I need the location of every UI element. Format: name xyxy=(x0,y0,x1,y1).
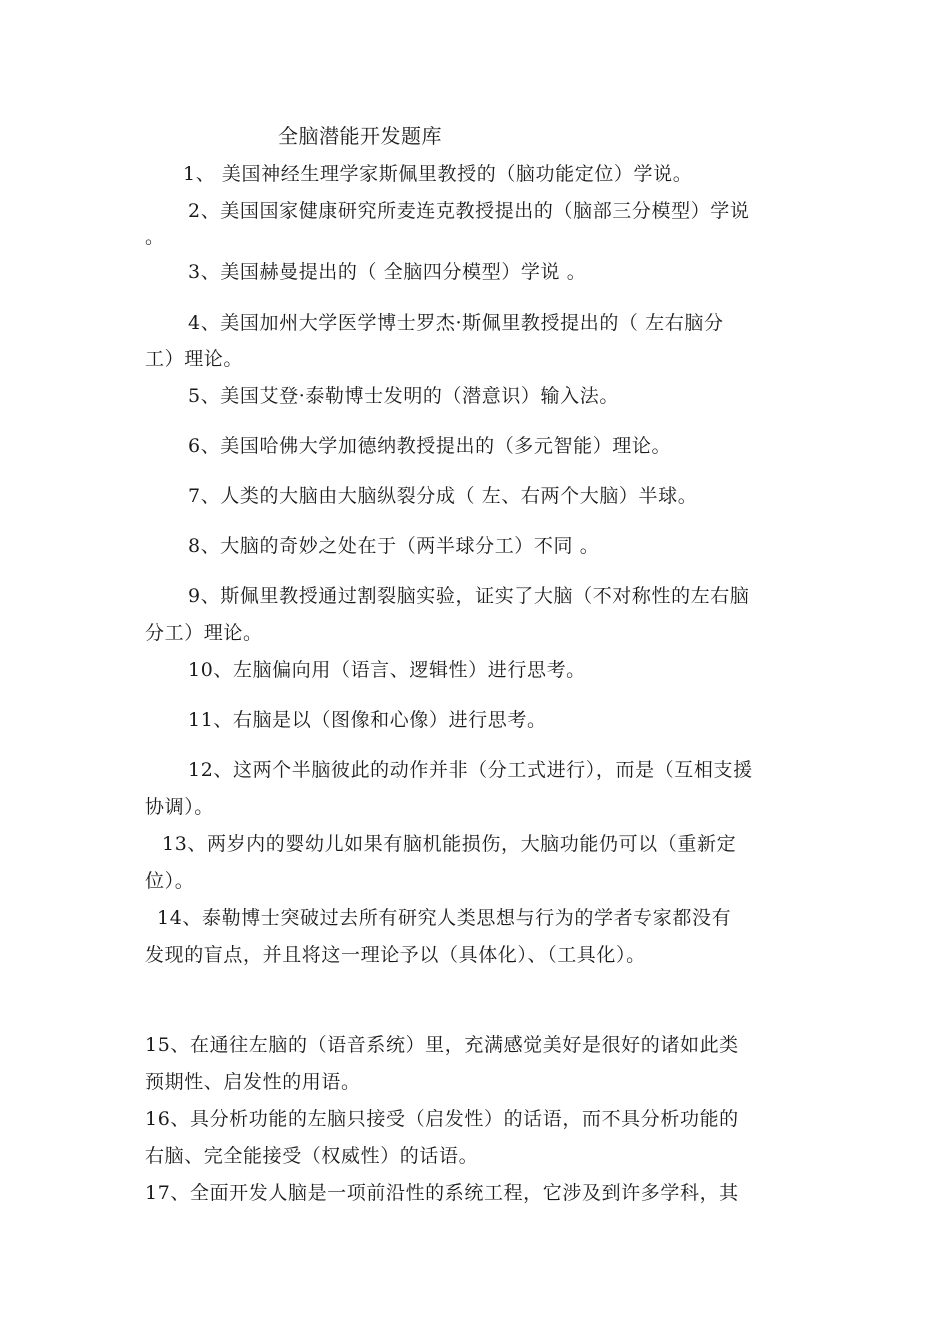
question-9-continuation: 分工）理论。 xyxy=(145,622,263,644)
question-2-continuation: 。 xyxy=(145,226,165,248)
question-5: 5、美国艾登·泰勒博士发明的（潜意识）输入法。 xyxy=(188,385,619,407)
question-1: 1、 美国神经生理学家斯佩里教授的（脑功能定位）学说。 xyxy=(183,163,693,185)
question-15: 15、在通往左脑的（语音系统）里，充满感觉美好是很好的诸如此类 xyxy=(145,1034,739,1056)
question-13-continuation: 位）。 xyxy=(145,870,195,892)
question-11: 11、右脑是以（图像和心像）进行思考。 xyxy=(188,709,547,731)
question-16: 16、具分析功能的左脑只接受（启发性）的话语，而不具分析功能的 xyxy=(145,1108,739,1130)
question-7: 7、人类的大脑由大脑纵裂分成（ 左、右两个大脑）半球。 xyxy=(188,485,698,507)
question-16-continuation: 右脑、完全能接受（权威性）的话语。 xyxy=(145,1145,479,1167)
question-3: 3、美国赫曼提出的（ 全脑四分模型）学说 。 xyxy=(188,261,587,283)
question-9: 9、斯佩里教授通过割裂脑实验，证实了大脑（不对称性的左右脑 xyxy=(188,585,750,607)
question-15-continuation: 预期性、启发性的用语。 xyxy=(145,1071,361,1093)
question-12-continuation: 协调）。 xyxy=(145,796,214,818)
question-17: 17、全面开发人脑是一项前沿性的系统工程，它涉及到许多学科，其 xyxy=(145,1182,739,1204)
question-4: 4、美国加州大学医学博士罗杰·斯佩里教授提出的（ 左右脑分 xyxy=(188,312,724,334)
question-13: 13、两岁内的婴幼儿如果有脑机能损伤，大脑功能仍可以（重新定 xyxy=(162,833,737,855)
question-14: 14、泰勒博士突破过去所有研究人类思想与行为的学者专家都没有 xyxy=(157,907,732,929)
question-4-continuation: 工）理论。 xyxy=(145,348,244,370)
question-6: 6、美国哈佛大学加德纳教授提出的（多元智能）理论。 xyxy=(188,435,672,457)
question-12: 12、这两个半脑彼此的动作并非（分工式进行），而是（互相支援 xyxy=(188,759,753,781)
question-14-continuation: 发现的盲点，并且将这一理论予以（具体化）、（工具化）。 xyxy=(145,944,646,966)
question-2: 2、美国国家健康研究所麦连克教授提出的（脑部三分模型）学说 xyxy=(188,200,750,222)
question-10: 10、左脑偏向用（语言、逻辑性）进行思考。 xyxy=(188,659,586,681)
question-8: 8、大脑的奇妙之处在于（两半球分工）不同 。 xyxy=(188,535,600,557)
document-title: 全脑潜能开发题库 xyxy=(278,124,442,148)
